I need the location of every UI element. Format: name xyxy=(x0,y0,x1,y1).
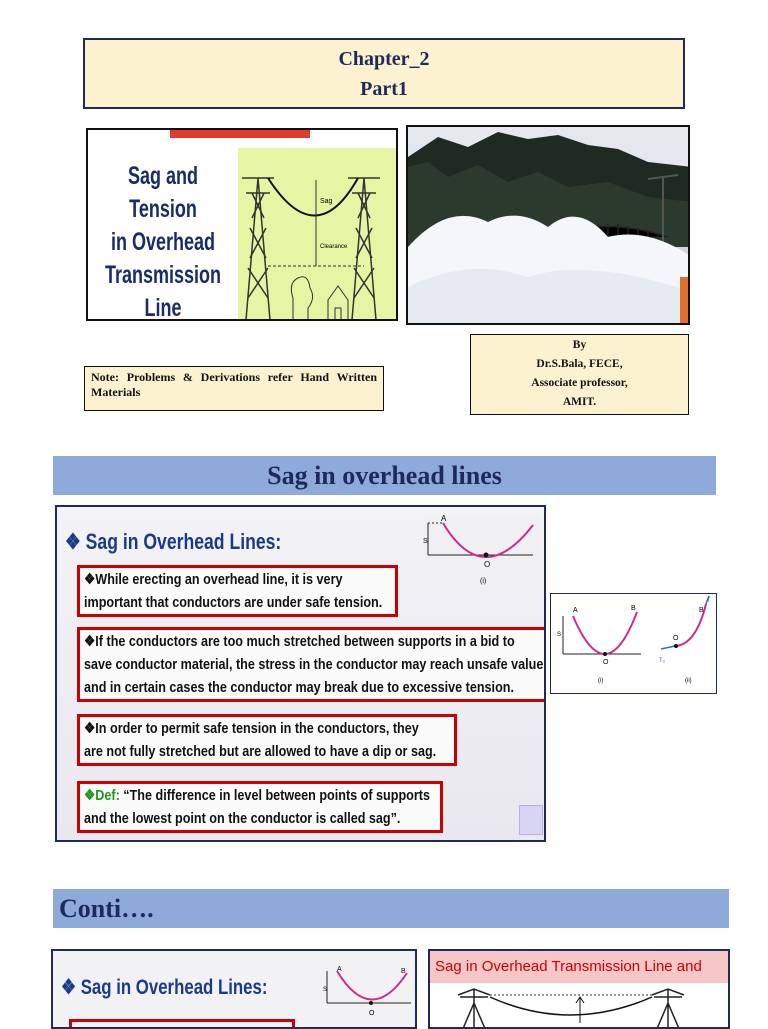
bullet-1: ❖While erecting an overhead line, it is very important that conductors are under safe tension. xyxy=(77,565,398,617)
slide-sag-transmission xyxy=(428,949,730,1029)
sag-tension-diagram-svg xyxy=(551,594,715,692)
diag-label-s: S xyxy=(557,632,562,638)
diag2-label-t0: T₀ xyxy=(659,658,666,664)
author-box xyxy=(470,334,689,415)
label-a: A xyxy=(441,515,447,523)
sag-tension-diagram xyxy=(550,593,717,694)
slide2-label-s: S xyxy=(323,987,328,993)
snow-photo-illustration xyxy=(408,127,690,325)
slide-title: ❖ Sag in Overhead Lines: xyxy=(65,529,282,554)
sag-label: Sag xyxy=(320,198,333,205)
cover-title: Sag and Tension in Overhead Transmission Line xyxy=(104,162,222,321)
slide2-bullet-box xyxy=(69,1019,295,1029)
slide3-header: Sag in Overhead Transmission Line and xyxy=(430,951,728,983)
cover-image-sag-tension xyxy=(86,128,398,321)
diag2-label-ii: (ii) xyxy=(685,678,692,684)
slide-sag-overhead-lines xyxy=(55,505,546,842)
diag2-label-t: T xyxy=(707,598,711,604)
bullet-3: ❖In order to permit safe tension in the conductors, they are not fully stretched but are allowed to have a dip or sag. xyxy=(77,714,457,766)
slide-corner-thumb xyxy=(519,805,543,835)
slide2-label-a: A xyxy=(337,966,342,973)
snow-landscape-photo xyxy=(406,125,690,325)
label-s: S xyxy=(423,538,428,545)
diag-label-a: A xyxy=(573,607,578,614)
cover-red-strip xyxy=(170,130,310,138)
def-label: ❖Def: xyxy=(84,787,120,804)
tower-sag-illustration xyxy=(238,148,396,320)
label-i: (i) xyxy=(480,578,487,585)
bullet-2: ❖If the conductors are too much stretched between supports in a bid to save conductor material, the stress in the conductor may reach unsafe value and in certain cases the conductor may break due to excessive tension. xyxy=(77,627,546,702)
slide2-sag-diagram xyxy=(323,965,415,1027)
slide2-label-b: B xyxy=(401,968,406,975)
slide-sag-overhead-lines-2 xyxy=(51,949,417,1029)
author-by: By xyxy=(572,339,587,351)
section-heading-sag: Sag in overhead lines xyxy=(53,456,716,495)
note-box: Note: Problems & Derivations refer Hand Written Materials xyxy=(84,366,384,411)
author-role: Associate professor, xyxy=(531,377,628,389)
slide3-tower-diagram xyxy=(430,983,730,1029)
chapter-title-box xyxy=(83,38,685,109)
diag-label-o: O xyxy=(603,659,609,666)
diag-label-b: B xyxy=(631,605,636,612)
diag2-label-b: B xyxy=(699,607,704,614)
diag2-label-o: O xyxy=(673,635,679,642)
section-heading-conti: Conti…. xyxy=(53,889,729,928)
clearance-label: Clearance xyxy=(320,244,348,250)
slide2-label-o: O xyxy=(369,1010,375,1017)
author-org: AMIT. xyxy=(562,396,597,408)
diag-label-i: (i) xyxy=(598,678,604,684)
chapter-title: Chapter_2 xyxy=(338,48,430,70)
chapter-part: Part1 xyxy=(360,78,408,100)
author-name: Dr.S.Bala, FECE, xyxy=(536,358,623,370)
definition-box: ❖Def: “The difference in level between points of supports and the lowest point on the conductor is called sag”. xyxy=(77,781,443,833)
slide2-title: ❖ Sag in Overhead Lines: xyxy=(61,976,268,999)
label-o: O xyxy=(484,560,491,569)
sag-curve-diagram xyxy=(423,515,541,593)
